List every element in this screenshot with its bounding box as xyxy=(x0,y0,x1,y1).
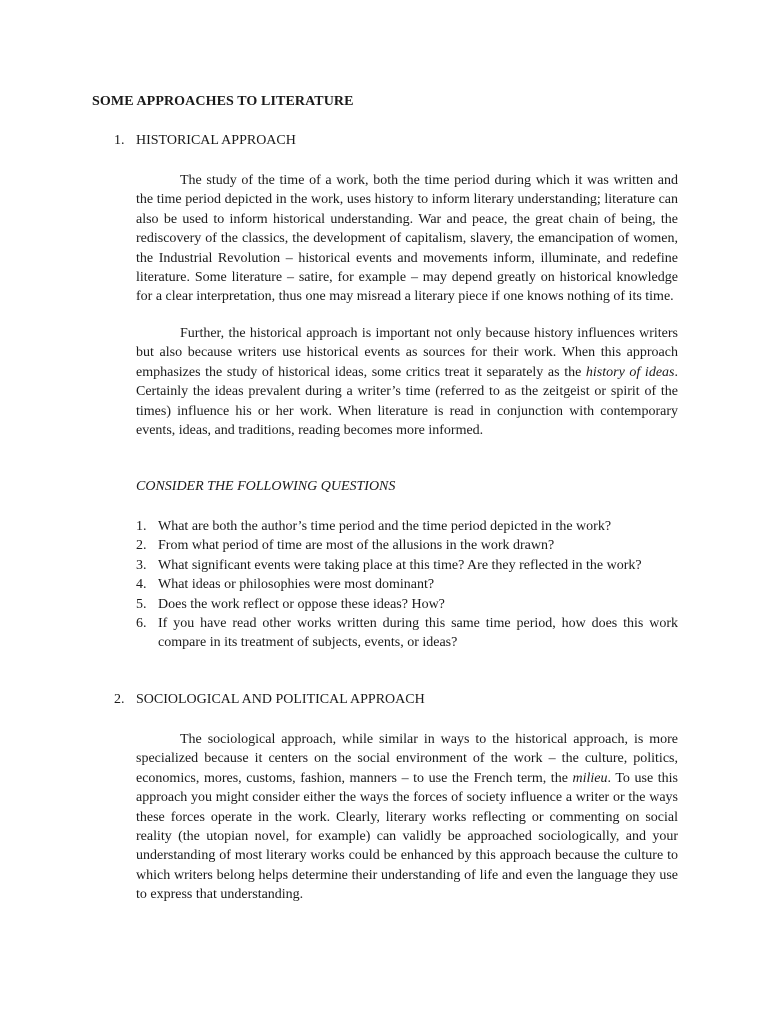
list-item xyxy=(136,595,678,614)
section-number: 1. xyxy=(114,133,125,148)
section-number: 2. xyxy=(114,692,125,707)
paragraph-text: The sociological approach, while similar in ways to the historical approach, is more specialized because it centers on the social environment of the work – the culture, politics, economics, mores, customs, fashion, manners – to use the French term, the xyxy=(136,732,678,786)
question-number: 1. xyxy=(136,519,147,534)
paragraph-sociological-1 xyxy=(136,730,678,905)
paragraph-historical-2 xyxy=(136,324,678,440)
question-text: What are both the author’s time period and the time period depicted in the work? xyxy=(158,519,612,534)
section-title: SOCIOLOGICAL AND POLITICAL APPROACH xyxy=(136,692,425,707)
list-item xyxy=(136,536,678,555)
paragraph-text: . To use this approach you might consider either the ways the forces of society influence a writer or the ways these forces operate in the work. Clearly, literary works reflecting or commenting on social reality (the utopian novel, for example) can validly be approached sociologically, and your understanding of most literary works could be enhanced by this approach because the culture to which writers belong helps determine their understanding of life and even the language they use to express that understanding. xyxy=(136,770,679,903)
question-text: If you have read other works written during this same time period, how does this work compare in its treatment of subjects, events, or ideas? xyxy=(158,616,678,651)
question-number: 3. xyxy=(136,557,147,573)
paragraph-text: Further, the historical approach is important not only because history influences writers but also because writers use historical events as sources for their work. When this approach emphasizes the study of historical ideas, some critics treat it separately as the xyxy=(136,326,678,380)
section-heading-sociological xyxy=(114,692,425,708)
question-text: What significant events were taking place at this time? Are they reflected in the work? xyxy=(158,557,642,573)
italic-term-history-of-ideas: history of ideas xyxy=(585,364,675,380)
question-text: What ideas or philosophies were most dominant? xyxy=(158,577,435,593)
question-number: 2. xyxy=(136,538,147,554)
list-item xyxy=(136,614,678,653)
section-heading-historical xyxy=(114,133,296,149)
section-title: HISTORICAL APPROACH xyxy=(136,133,296,148)
italic-term-milieu: milieu xyxy=(572,770,608,786)
consider-questions-heading: CONSIDER THE FOLLOWING QUESTIONS xyxy=(136,479,396,494)
list-item xyxy=(136,575,678,594)
question-number: 6. xyxy=(136,616,147,632)
question-text: Does the work reflect or oppose these ideas? How? xyxy=(158,596,445,612)
question-number: 5. xyxy=(136,596,147,612)
question-list xyxy=(136,517,678,653)
list-item xyxy=(136,517,678,536)
list-item xyxy=(136,556,678,575)
paragraph-historical-1: The study of the time of a work, both the time period during which it was written and the time period depicted in the work, uses history to inform literary understanding; literature can also be used to inform historical understanding. War and peace, the great chain of being, the rediscovery of the classics, the development of capitalism, slavery, the emancipation of women, the Industrial Revolution – historical events and movements inform, illuminate, and redefine literature. Some literature – satire, for example – may depend greatly on historical knowledge for a clear interpretation, thus one may misread a literary piece if one knows nothing of its time. xyxy=(136,173,678,305)
question-text: From what period of time are most of the allusions in the work drawn? xyxy=(158,538,555,554)
paragraph-text: . Certainly the ideas prevalent during a writer’s time (referred to as the zeitgeist or spirit of the times) influence his or her work. When literature is read in conjunction with contemporary events, ideas, and traditions, reading becomes more informed. xyxy=(136,364,678,439)
document-title: SOME APPROACHES TO LITERATURE xyxy=(92,94,354,109)
question-number: 4. xyxy=(136,577,147,593)
